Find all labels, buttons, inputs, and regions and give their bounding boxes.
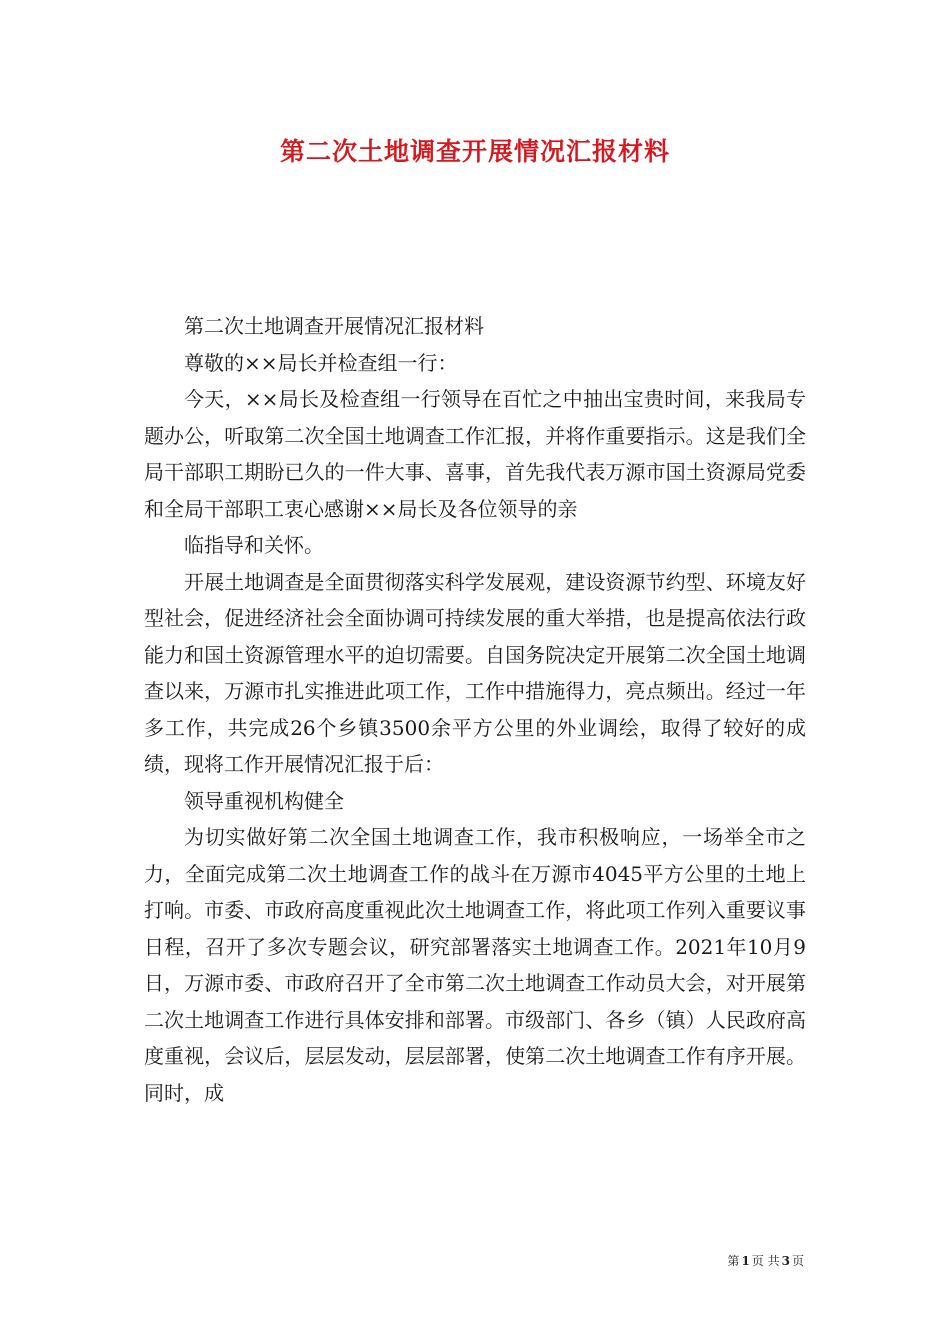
document-body: [144, 308, 806, 1111]
paragraph-opening-continued: 临指导和关怀。: [184, 533, 324, 557]
footer-total-pages: 3: [781, 1254, 790, 1268]
footer-prefix: 第: [727, 1254, 740, 1268]
paragraph-heading-repeat: 第二次土地调查开展情况汇报材料: [184, 314, 484, 338]
paragraph-opening: 今天，××局长及检查组一行领导在百忙之中抽出宝贵时间，来我局专题办公，听取第二次全国土地调查工作汇报，并将作重要指示。这是我们全局干部职工期盼已久的一件大事、喜事，首先我代表万源市国土资源局党委和全局干部职工衷心感谢××局长及各位领导的亲: [144, 387, 806, 521]
document-title: 第二次土地调查开展情况汇报材料: [279, 137, 670, 166]
section-heading-leadership: 领导重视机构健全: [184, 788, 344, 813]
paragraph-significance: 开展土地调查是全面贯彻落实科学发展观，建设资源节约型、环境友好型社会，促进经济社会全面协调可持续发展的重大举措，也是提高依法行政能力和国土资源管理水平的迫切需要。自国务院决定开展第二次全国土地调查以来，万源市扎实推进此项工作，工作中措施得力，亮点频出。经过一年多工作，共完成26个乡镇3500余平方公里的外业调绘，取得了较好的成绩，现将工作开展情况汇报于后：: [144, 569, 806, 776]
paragraph-leadership: 为切实做好第二次全国土地调查工作，我市积极响应，一场举全市之力，全面完成第二次土地调查工作的战斗在万源市4045平方公里的土地上打响。市委、市政府高度重视此次土地调查工作，将此项工作列入重要议事日程，召开了多次专题会议，研究部署落实土地调查工作。2021年10月9日，万源市委、市政府召开了全市第二次土地调查工作动员大会，对开展第二次土地调查工作进行具体安排和部署。市级部门、各乡（镇）人民政府高度重视，会议后，层层发动，层层部署，使第二次土地调查工作有序开展。同时，成: [144, 825, 806, 1105]
footer-suffix: 页: [791, 1254, 804, 1268]
page-footer: [727, 1252, 804, 1269]
footer-middle: 页 共: [751, 1254, 780, 1268]
footer-current-page: 1: [741, 1254, 750, 1268]
paragraph-salutation: 尊敬的××局长并检查组一行：: [184, 350, 458, 375]
